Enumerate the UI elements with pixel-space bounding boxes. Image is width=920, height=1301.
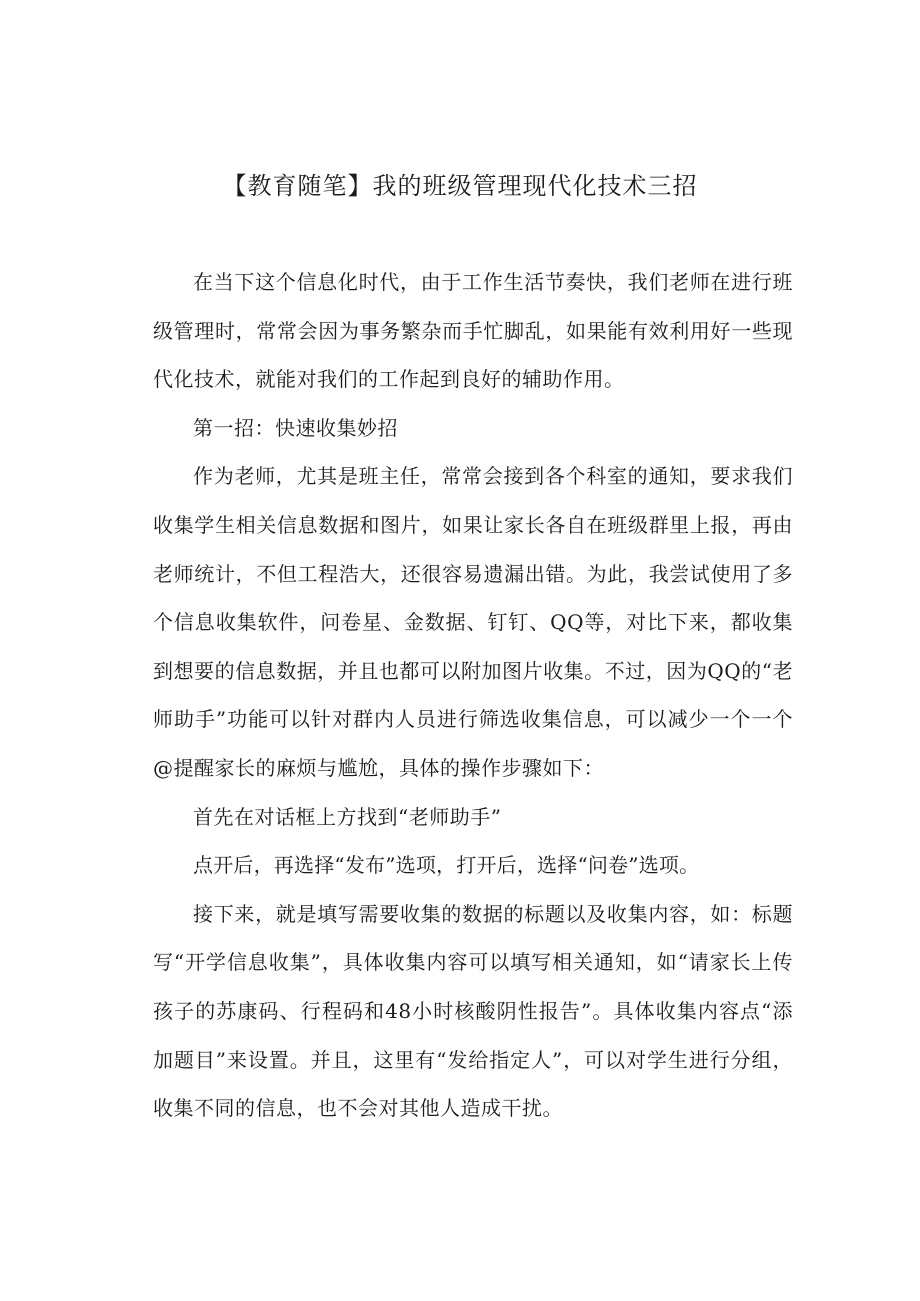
paragraph-step-three: 接下来，就是填写需要收集的数据的标题以及收集内容，如：标题写“开学信息收集”，具体收集内容可以填写相关通知，如“请家长上传孩子的苏康码、行程码和48小时核酸阴性报告”。具体收集内容点“添加题目”来设置。并且，这里有“发给指定人”，可以对学生进行分组，收集不同的信息，也不会对其他人造成干扰。 <box>153 901 793 1121</box>
paragraph-intro: 在当下这个信息化时代，由于工作生活节奏快，我们老师在进行班级管理时，常常会因为事务繁杂而手忙脚乱，如果能有效利用好一些现代化技术，就能对我们的工作起到良好的辅助作用。 <box>153 270 793 392</box>
document-title: 【教育随笔】我的班级管理现代化技术三招 <box>222 172 698 200</box>
document-body <box>153 258 793 1133</box>
paragraph-step-two: 点开后，再选择“发布”选项，打开后，选择“问卷”选项。 <box>193 853 700 878</box>
paragraph-step-one: 首先在对话框上方找到“老师助手” <box>193 804 502 829</box>
paragraph-collection-background: 作为老师，尤其是班主任，常常会接到各个科室的通知，要求我们收集学生相关信息数据和图片，如果让家长各自在班级群里上报，再由老师统计，不但工程浩大，还很容易遗漏出错。为此，我尝试使用了多个信息收集软件，问卷星、金数据、钉钉、QQ等，对比下来，都收集到想要的信息数据，并且也都可以附加图片收集。不过，因为QQ的“老师助手”功能可以针对群内人员进行筛选收集信息，可以减少一个一个@提醒家长的麻烦与尴尬，具体的操作步骤如下： <box>153 464 793 780</box>
section-heading-first-tip: 第一招：快速收集妙招 <box>193 415 398 440</box>
